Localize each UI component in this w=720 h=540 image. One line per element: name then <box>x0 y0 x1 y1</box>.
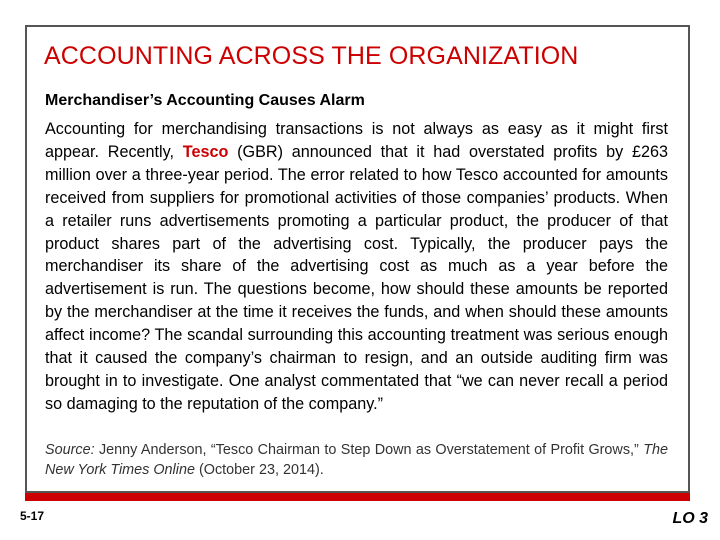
tesco-highlight: Tesco <box>182 142 229 161</box>
slide-title: ACCOUNTING ACROSS THE ORGANIZATION <box>44 42 579 70</box>
source-label: Source: <box>45 442 95 458</box>
feature-subtitle: Merchandiser’s Accounting Causes Alarm <box>45 92 365 109</box>
page-number: 5-17 <box>20 509 45 523</box>
feature-body <box>45 118 668 416</box>
learning-objective-label: LO 3 <box>672 510 708 527</box>
source-text-2: (October 23, 2014). <box>194 462 324 478</box>
source-publication: The New York Times Online <box>45 442 668 478</box>
accent-bar <box>25 493 690 501</box>
body-text-part1: Accounting for merchandising transactions is not always as easy as it might first appear. Recently, <box>45 120 668 161</box>
source-text-1: Jenny Anderson, “Tesco Chairman to Step Down as Overstatement of Profit Grows,” <box>94 442 644 458</box>
body-text-part2: (GBR) announced that it had overstated profits by £263 million over a three-year period. The error related to how Tesco accounted for amounts received from suppliers for promotional activities of those companies’ products. When a retailer runs advertisements promoting a particular product, the producer of that product shares part of the advertising cost. Typically, the producer pays the merchandiser its share of the advertising cost as much as a year before the advertisement is run. The questions become, how should these amounts be reported by the merchandiser at the time it receives the funds, and when should these amounts affect income? The scandal surrounding this accounting treatment was serious enough that it caused the company’s chairman to resign, and an outside auditing firm was brought in to investigate. One analyst commentated that “we can never recall a period so damaging to the reputation of the company.” <box>45 142 668 413</box>
source-citation <box>45 440 668 480</box>
